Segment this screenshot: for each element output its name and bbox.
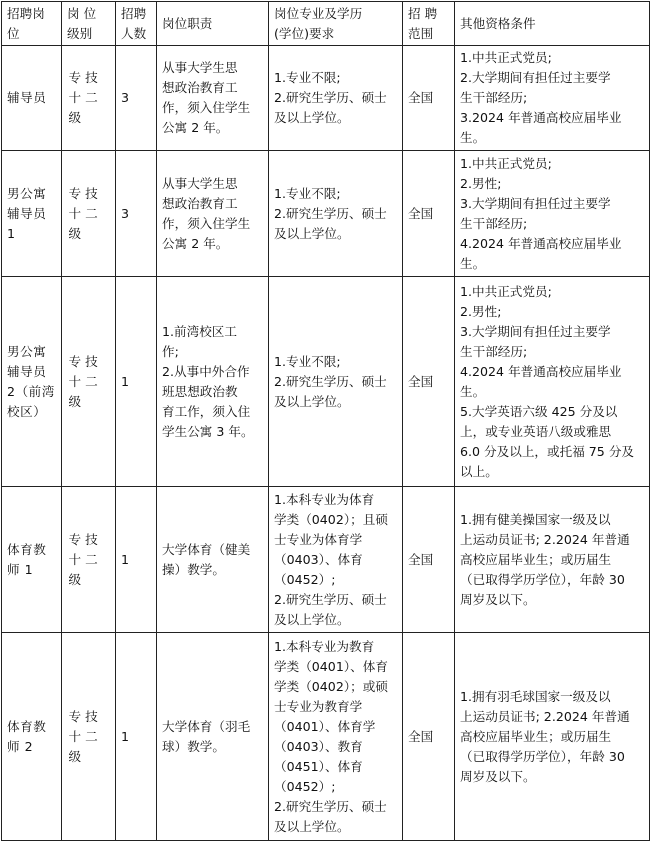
cell-duty: 大学体育（健美 操）教学。 [157, 487, 269, 633]
level-text: 专 技 十 二 级 [68, 70, 98, 125]
cell-major-education: 1.本科专业为体育 学类（0402）；且硕 士专业为体育学 （0403）、体育 （0452）; 2.研究生学历、硕士 及以上学位。 [269, 487, 403, 633]
cell-major-education: 1.专业不限; 2.研究生学历、硕士 及以上学位。 [269, 151, 403, 277]
cell-scope: 全国 [403, 633, 455, 841]
header-scope: 招 聘 范围 [403, 2, 455, 46]
cell-level [62, 277, 116, 487]
cell-other-qualifications: 1.拥有健美操国家一级及以 上运动员证书; 2.2024 年普通 高校应届毕业生；或历届生 （已取得学历学位），年龄 30 周岁及以下。 [455, 487, 650, 633]
cell-duty: 从事大学生思 想政治教育工 作，须入住学生 公寓 2 年。 [157, 151, 269, 277]
cell-other-qualifications: 1.拥有羽毛球国家一级及以 上运动员证书; 2.2024 年普通 高校应届毕业生；或历届生 （已取得学历学位），年龄 30 周岁及以下。 [455, 633, 650, 841]
cell-count: 1 [116, 633, 157, 841]
level-text: 专 技 十 二 级 [68, 531, 98, 587]
cell-other-qualifications: 1.中共正式党员; 2.男性; 3.大学期间有担任过主要学 生干部经历; 4.2024 年普通高校应届毕业 生。 5.大学英语六级 425 分及以 上，或专业英语八级或雅思 6.0 分及以上，或托福 75 分及 以上。 [455, 277, 650, 487]
cell-major-education: 1.本科专业为教育 学类（0401）、体育 学类（0402）；或硕 士专业为教育学 （0401）、体育学 （0403）、教育 （0451）、体育 （0452）; 2.研究生学历、硕士 及以上学位。 [269, 633, 403, 841]
level-text: 专 技 十 二 级 [68, 185, 98, 241]
cell-level [62, 46, 116, 151]
header-duty: 岗位职责 [157, 2, 269, 46]
header-position: 招聘岗 位 [2, 2, 62, 46]
cell-other-qualifications: 1.中共正式党员; 2.大学期间有担任过主要学 生干部经历; 3.2024 年普通高校应届毕业 生。 [455, 46, 650, 151]
level-text: 专 技 十 二 级 [68, 353, 98, 409]
cell-position: 体育教 师 2 [2, 633, 62, 841]
header-major-education: 岗位专业及学历 (学位)要求 [269, 2, 403, 46]
table-row [2, 487, 650, 633]
cell-scope: 全国 [403, 151, 455, 277]
table-row [2, 633, 650, 841]
cell-position: 男公寓 辅导员 1 [2, 151, 62, 277]
cell-count: 1 [116, 487, 157, 633]
cell-major-education: 1.专业不限; 2.研究生学历、硕士 及以上学位。 [269, 277, 403, 487]
table-row [2, 151, 650, 277]
cell-position: 体育教 师 1 [2, 487, 62, 633]
cell-count: 3 [116, 151, 157, 277]
cell-count: 1 [116, 277, 157, 487]
cell-position: 男公寓 辅导员 2（前湾 校区） [2, 277, 62, 487]
header-count: 招聘 人数 [116, 2, 157, 46]
cell-scope: 全国 [403, 46, 455, 151]
cell-other-qualifications: 1.中共正式党员; 2.男性; 3.大学期间有担任过主要学 生干部经历; 4.2024 年普通高校应届毕业 生。 [455, 151, 650, 277]
recruitment-table [1, 1, 650, 841]
cell-duty: 从事大学生思 想政治教育工 作，须入住学生 公寓 2 年。 [157, 46, 269, 151]
cell-major-education: 1.专业不限; 2.研究生学历、硕士 及以上学位。 [269, 46, 403, 151]
cell-level [62, 151, 116, 277]
cell-scope: 全国 [403, 277, 455, 487]
cell-position: 辅导员 [2, 46, 62, 151]
header-other-qualifications: 其他资格条件 [455, 2, 650, 46]
header-row [2, 2, 650, 46]
cell-count: 3 [116, 46, 157, 151]
table-row [2, 277, 650, 487]
cell-duty: 1.前湾校区工 作; 2.从事中外合作 班思想政治教 育工作，须入住 学生公寓 3 年。 [157, 277, 269, 487]
cell-level [62, 633, 116, 841]
header-level: 岗 位 级别 [62, 2, 116, 46]
cell-duty: 大学体育（羽毛 球）教学。 [157, 633, 269, 841]
level-text: 专 技 十 二 级 [68, 708, 98, 764]
table-row [2, 46, 650, 151]
cell-scope: 全国 [403, 487, 455, 633]
cell-level [62, 487, 116, 633]
